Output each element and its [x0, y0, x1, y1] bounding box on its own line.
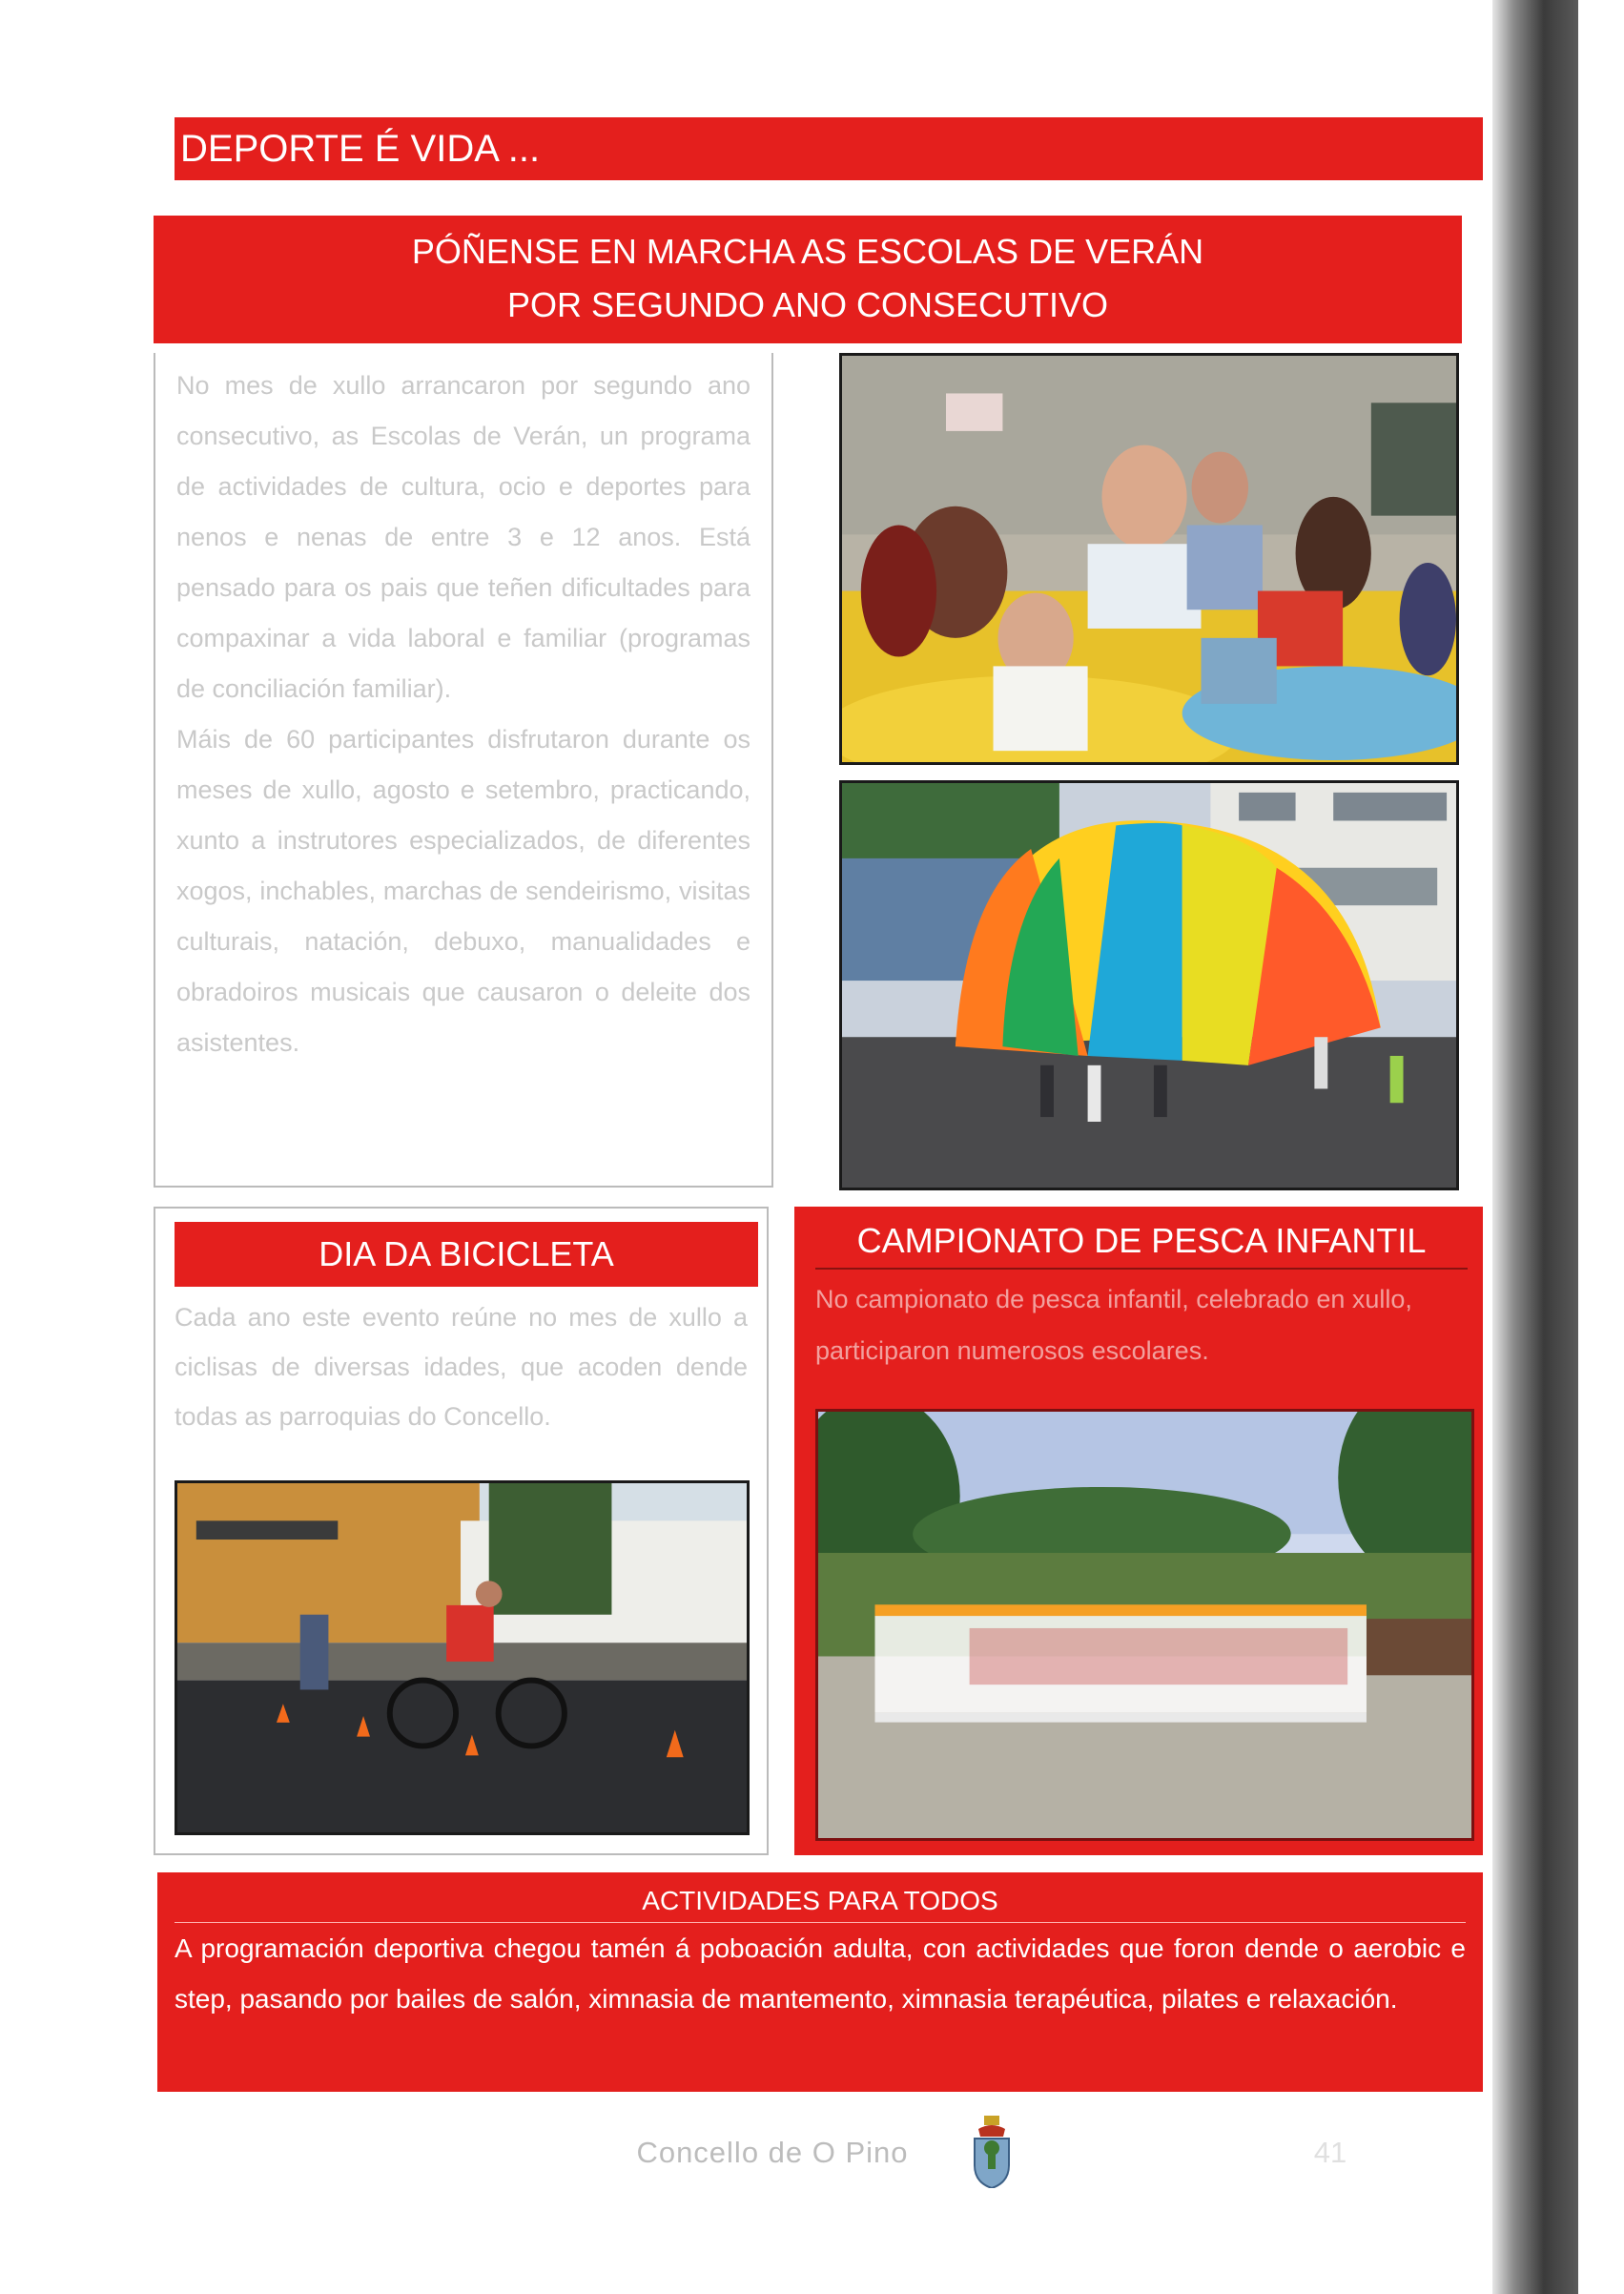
- page-binding-shadow: [1492, 0, 1578, 2294]
- pesca-text: No campionato de pesca infantil, celebrado en xullo, participaron numerosos escolares.: [815, 1285, 1412, 1365]
- escolas-paragraph-1: No mes de xullo arrancaron por segundo ano consecutivo, as Escolas de Verán, un programa de actividades de cultura, ocio e deportes para nenos e nenas de entre 3 e 12 anos. Está pensado para os pais que teñen dificultades para compaxinar a vida laboral e familiar (programas de conciliación familiar).: [176, 371, 750, 703]
- escolas-text-box: [154, 353, 773, 1188]
- footer-concello: Concello de O Pino: [636, 2136, 909, 2169]
- actividades-title: ACTIVIDADES PARA TODOS: [642, 1886, 998, 1915]
- pesca-photo: [815, 1409, 1474, 1841]
- bicicleta-title: DIA DA BICICLETA: [175, 1222, 758, 1287]
- escolas-paragraph-2: Máis de 60 participantes disfrutaron durante os meses de xullo, agosto e setembro, practicando, xunto a instrutores especializados, de diferentes xogos, inchables, marchas de sendeirismo, visitas culturais, natación, debuxo, manualidades e obradoiros musicais que causaron o deleite dos asistentes.: [176, 725, 750, 1057]
- crest-icon: [971, 2116, 1013, 2188]
- actividades-text: A programación deportiva chegou tamén á poboación adulta, con actividades que foron dende o aerobic e step, pasando por bailes de salón, ximnasia de mantemento, ximnasia terapéutica, pilates e relaxación.: [175, 1922, 1466, 2024]
- bicicleta-photo: [175, 1480, 750, 1835]
- page-edge: [1578, 0, 1624, 2294]
- escolas-title-line2: POR SEGUNDO ANO CONSECUTIVO: [506, 285, 1109, 324]
- escolas-title-line1: PÓÑENSE EN MARCHA AS ESCOLAS DE VERÁN: [411, 232, 1204, 271]
- parachute-game-photo: [839, 780, 1459, 1190]
- pesca-title: CAMPIONATO DE PESCA INFANTIL: [815, 1220, 1468, 1270]
- actividades-box: [157, 1872, 1483, 2092]
- bicicleta-text: Cada ano este evento reúne no mes de xullo a ciclisas de diversas idades, que acoden dende todas as parroquias do Concello.: [175, 1303, 748, 1431]
- escolas-title: [154, 216, 1462, 343]
- page-number: 41: [1313, 2136, 1347, 2169]
- section-header: DEPORTE É VIDA ...: [175, 117, 1483, 180]
- escolas-group-photo: [839, 353, 1459, 765]
